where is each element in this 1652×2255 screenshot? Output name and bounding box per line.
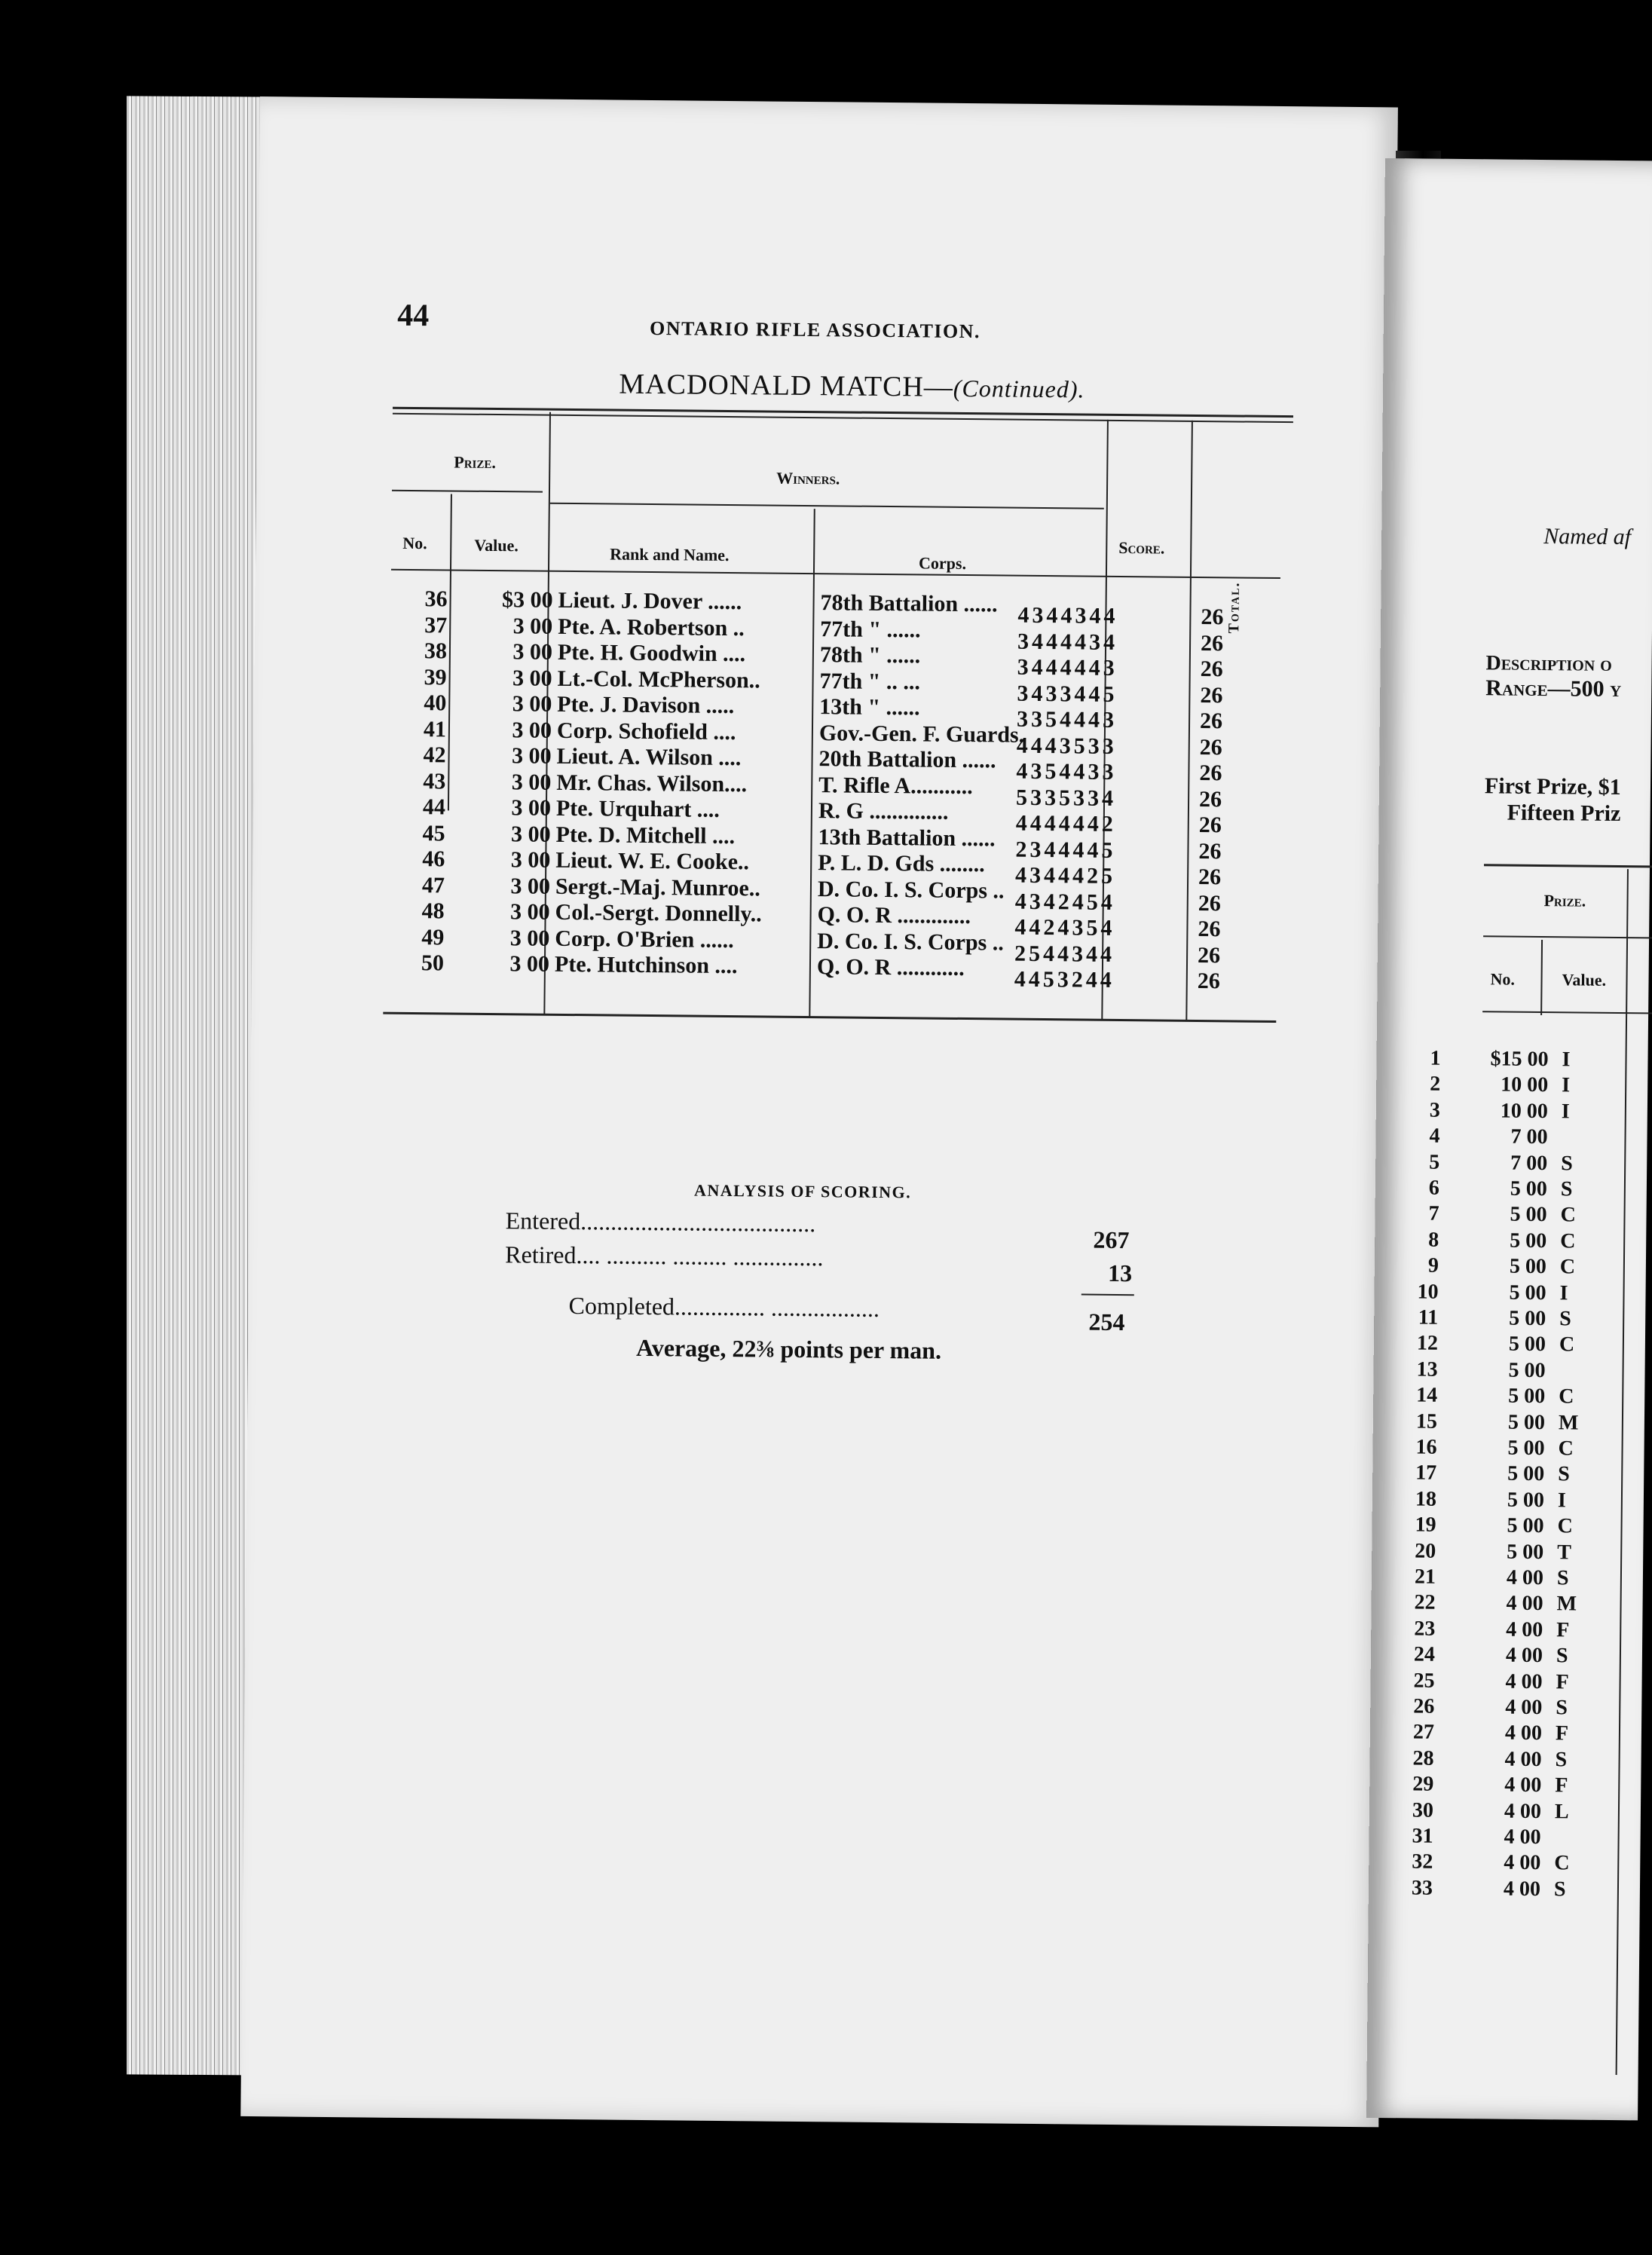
total-cell: 26 xyxy=(1197,942,1221,968)
prize-number: 40 xyxy=(424,690,447,716)
right-prize-number: 21 xyxy=(1414,1565,1436,1589)
right-name-fragment: M xyxy=(1558,1410,1579,1435)
right-name-fragment: I xyxy=(1559,1280,1568,1305)
right-prize-number: 5 xyxy=(1429,1150,1440,1174)
no-header: No. xyxy=(402,533,427,553)
score-cell: 4354433 xyxy=(1016,758,1117,785)
score-cell: 4342454 xyxy=(1014,889,1115,915)
prize-number: 47 xyxy=(421,872,445,898)
total-cell: 26 xyxy=(1198,812,1222,838)
right-prize-value: 4 00 xyxy=(1506,1592,1543,1616)
right-prize-number: 12 xyxy=(1416,1331,1439,1356)
right-col-rule-value xyxy=(1616,869,1629,2075)
prize-number: 37 xyxy=(424,612,448,638)
right-name-fragment: I xyxy=(1561,1100,1570,1124)
corps-header: Corps. xyxy=(918,553,967,574)
winner-corps: 13th " ...... xyxy=(819,694,920,721)
score-cell: 3444443 xyxy=(1017,654,1118,681)
right-name-fragment: S xyxy=(1556,1566,1569,1590)
retired-label: Retired.... .......... ......... ............... xyxy=(505,1241,824,1271)
prize-number: 48 xyxy=(421,898,445,924)
right-prize-value: 7 00 xyxy=(1510,1124,1548,1149)
prize-sub-rule xyxy=(392,490,543,493)
right-prize-value: 10 00 xyxy=(1501,1072,1549,1097)
right-prize-value: 5 00 xyxy=(1507,1410,1546,1434)
fifteen-prizes-text: Fifteen Priz xyxy=(1507,800,1621,827)
right-prize-value: 5 00 xyxy=(1510,1228,1547,1253)
right-name-fragment: S xyxy=(1560,1177,1573,1201)
right-prize-number: 22 xyxy=(1414,1590,1436,1615)
winner-corps: D. Co. I. S. Corps .. xyxy=(817,876,1005,904)
right-col-rule-no xyxy=(1540,940,1543,1015)
right-name-fragment: C xyxy=(1560,1229,1576,1253)
total-cell: 26 xyxy=(1199,760,1222,786)
named-after-text: Named af xyxy=(1543,524,1632,550)
right-prize-number: 26 xyxy=(1413,1694,1435,1718)
right-prize-header: Prize. xyxy=(1543,891,1586,910)
prize-value: 3 00 xyxy=(512,691,552,717)
right-prize-number: 6 xyxy=(1428,1176,1440,1200)
rank-name-header: Rank and Name. xyxy=(610,544,730,565)
right-prize-number: 24 xyxy=(1413,1642,1436,1666)
score-cell: 4424354 xyxy=(1014,914,1115,941)
right-prize-value: 5 00 xyxy=(1507,1488,1545,1512)
prize-number: 43 xyxy=(423,768,446,794)
running-head: ONTARIO RIFLE ASSOCIATION. xyxy=(649,317,981,343)
winner-corps: 20th Battalion ...... xyxy=(818,746,996,773)
right-prize-value: 4 00 xyxy=(1504,1799,1542,1823)
right-prize-number: 16 xyxy=(1415,1435,1437,1459)
winner-name: Pte. A. Robertson .. xyxy=(558,613,745,641)
right-prize-number: 7 xyxy=(1428,1202,1439,1226)
right-prize-number: 30 xyxy=(1412,1798,1434,1822)
right-prize-value: 5 00 xyxy=(1507,1462,1545,1486)
right-prize-value: 4 00 xyxy=(1504,1721,1543,1746)
score-cell: 5335334 xyxy=(1015,785,1117,811)
right-prize-value: 4 00 xyxy=(1506,1617,1543,1642)
right-prize-value: 4 00 xyxy=(1504,1747,1542,1771)
prize-value: 3 00 xyxy=(512,639,553,665)
right-prize-value: $15 00 xyxy=(1490,1047,1549,1072)
right-prize-number: 8 xyxy=(1428,1228,1439,1252)
col-rule-name xyxy=(809,509,815,1017)
right-prize-value: 5 00 xyxy=(1510,1203,1547,1227)
prize-header: Prize. xyxy=(454,452,497,473)
right-name-fragment: C xyxy=(1559,1255,1576,1279)
col-rule-no xyxy=(448,494,452,810)
right-prize-number: 14 xyxy=(1416,1383,1438,1407)
col-rule-score xyxy=(1185,421,1193,1021)
score-cell: 4444442 xyxy=(1015,810,1116,837)
right-prize-number: 32 xyxy=(1412,1850,1433,1874)
right-prize-number: 33 xyxy=(1411,1876,1433,1900)
prize-value: 3 00 xyxy=(509,951,550,977)
total-cell: 26 xyxy=(1200,630,1224,656)
right-name-fragment: S xyxy=(1556,1696,1568,1720)
right-name-fragment: S xyxy=(1553,1877,1566,1902)
prize-number: 39 xyxy=(424,664,447,690)
prize-number: 45 xyxy=(422,820,445,846)
winner-name: Lieut. W. E. Cooke.. xyxy=(555,847,750,875)
winner-corps: R. G .............. xyxy=(818,798,949,825)
winner-name: Mr. Chas. Wilson.... xyxy=(556,770,748,797)
right-name-fragment: C xyxy=(1554,1851,1570,1875)
table-top-rule xyxy=(393,407,1293,418)
prize-value: 3 00 xyxy=(510,821,551,847)
winner-corps: 78th Battalion ...... xyxy=(820,590,998,617)
right-prize-value: 4 00 xyxy=(1504,1851,1541,1875)
score-cell: 4453244 xyxy=(1014,966,1115,993)
prize-number: 44 xyxy=(422,794,446,820)
match-title xyxy=(619,368,1085,405)
right-prize-value: 5 00 xyxy=(1507,1513,1544,1538)
right-prize-value: 5 00 xyxy=(1508,1358,1546,1382)
right-name-fragment: I xyxy=(1557,1489,1566,1513)
right-prize-value: 5 00 xyxy=(1509,1254,1547,1279)
average-text: Average, 22⅜ points per man. xyxy=(635,1333,942,1364)
range-text: Range—500 y xyxy=(1485,675,1622,702)
right-name-fragment: S xyxy=(1558,1462,1570,1486)
right-prize-value: 5 00 xyxy=(1510,1176,1548,1201)
winner-corps: 77th " ...... xyxy=(820,616,921,642)
right-prize-number: 28 xyxy=(1412,1746,1434,1770)
total-cell: 26 xyxy=(1200,656,1223,682)
right-name-fragment: C xyxy=(1560,1203,1576,1227)
right-prize-number: 11 xyxy=(1418,1305,1439,1329)
winner-corps: Q. O. R ............. xyxy=(817,902,971,929)
right-name-fragment: L xyxy=(1554,1799,1569,1824)
score-cell: 2344445 xyxy=(1015,837,1116,863)
winner-name: Pte. Urquhart .... xyxy=(555,795,720,822)
winner-name: Corp. Schofield .... xyxy=(556,718,736,745)
winners-header: Winners. xyxy=(776,468,840,488)
winner-corps: T. Rifle A........... xyxy=(818,772,973,799)
winner-corps: 77th " .. ... xyxy=(819,668,921,694)
total-cell: 26 xyxy=(1200,682,1223,708)
right-prize-number: 25 xyxy=(1413,1669,1435,1693)
right-prize-number: 9 xyxy=(1427,1253,1439,1277)
winners-sub-rule xyxy=(550,503,1104,509)
right-name-fragment: I xyxy=(1562,1073,1571,1097)
winner-name: Pte. H. Goodwin .... xyxy=(557,639,746,667)
right-prize-value: 5 00 xyxy=(1509,1280,1546,1305)
right-value-header: Value. xyxy=(1562,970,1607,990)
left-page xyxy=(240,96,1398,2127)
prize-value: $3 00 xyxy=(501,587,553,613)
total-cell: 26 xyxy=(1198,838,1222,864)
right-table-top-rule xyxy=(1484,864,1652,867)
right-prize-value: 4 00 xyxy=(1505,1695,1543,1720)
completed-label: Completed............... .................. xyxy=(568,1292,880,1322)
winner-corps: P. L. D. Gds ........ xyxy=(818,850,985,877)
prize-value: 3 00 xyxy=(509,899,550,925)
right-prize-number: 23 xyxy=(1414,1617,1436,1641)
right-no-header: No. xyxy=(1490,969,1516,989)
right-name-fragment: F xyxy=(1555,1721,1569,1746)
entered-label: Entered....................................... xyxy=(505,1207,816,1238)
right-name-fragment: S xyxy=(1561,1151,1573,1176)
prize-value: 3 00 xyxy=(511,795,552,821)
score-cell: 4344425 xyxy=(1014,862,1116,889)
right-prize-number: 18 xyxy=(1415,1487,1437,1511)
winner-corps: 78th " ...... xyxy=(819,642,921,669)
total-cell: 26 xyxy=(1201,604,1224,630)
winner-corps: D. Co. I. S. Corps .. xyxy=(817,928,1004,956)
total-cell: 26 xyxy=(1198,890,1221,916)
right-name-fragment: S xyxy=(1556,1644,1568,1668)
prize-value: 3 00 xyxy=(511,769,552,795)
prize-value: 3 00 xyxy=(510,873,551,899)
right-name-fragment: C xyxy=(1559,1385,1574,1409)
right-name-fragment: S xyxy=(1555,1748,1568,1772)
completed-value: 254 xyxy=(1088,1308,1125,1336)
prize-number: 46 xyxy=(422,846,445,872)
right-name-fragment: S xyxy=(1559,1307,1571,1331)
score-cell: 3444434 xyxy=(1017,629,1118,655)
score-cell: 2544344 xyxy=(1014,941,1115,967)
right-prize-value: 5 00 xyxy=(1507,1540,1544,1564)
winner-name: Pte. D. Mitchell .... xyxy=(555,822,736,849)
value-header: Value. xyxy=(474,535,519,555)
winner-corps: Q. O. R ............ xyxy=(816,954,965,981)
right-prize-value: 4 00 xyxy=(1506,1565,1544,1590)
analysis-heading: ANALYSIS OF SCORING. xyxy=(693,1180,912,1202)
right-name-fragment: I xyxy=(1562,1048,1571,1072)
winner-name: Lieut. J. Dover ...... xyxy=(558,587,742,615)
right-prize-number: 10 xyxy=(1417,1280,1439,1304)
right-prize-number: 17 xyxy=(1415,1461,1437,1485)
prize-number: 50 xyxy=(421,950,445,976)
right-prize-number: 20 xyxy=(1415,1539,1436,1563)
right-prize-number: 1 xyxy=(1430,1046,1441,1070)
winner-name: Col.-Sergt. Donnelly.. xyxy=(555,899,762,927)
right-prize-value: 4 00 xyxy=(1504,1773,1542,1798)
winner-name: Lt.-Col. McPherson.. xyxy=(557,665,760,693)
page-number: 44 xyxy=(396,298,430,334)
right-prize-value: 4 00 xyxy=(1504,1825,1541,1850)
winner-name: Sergt.-Maj. Munroe.. xyxy=(555,874,760,901)
right-prize-number: 13 xyxy=(1416,1357,1438,1381)
table-bottom-rule xyxy=(383,1012,1276,1023)
total-cell: 26 xyxy=(1198,916,1221,942)
entered-value: 267 xyxy=(1093,1225,1130,1254)
total-cell: 26 xyxy=(1199,708,1223,734)
right-prize-number: 2 xyxy=(1430,1072,1441,1097)
right-page xyxy=(1366,158,1652,2120)
winner-name: Lieut. A. Wilson .... xyxy=(556,743,742,771)
prize-number: 36 xyxy=(424,586,448,612)
prize-number: 42 xyxy=(423,742,446,768)
right-prize-value: 7 00 xyxy=(1510,1151,1548,1175)
total-header: Total. xyxy=(1225,581,1243,634)
total-cell: 26 xyxy=(1198,786,1222,812)
winner-corps: 13th Battalion ...... xyxy=(818,824,996,851)
winner-name: Corp. O'Brien ...... xyxy=(555,926,734,953)
right-name-fragment: T xyxy=(1557,1540,1572,1565)
right-prize-value: 4 00 xyxy=(1505,1643,1543,1668)
score-cell: 4443533 xyxy=(1016,733,1117,759)
sum-rule xyxy=(1081,1294,1134,1296)
retired-value: 13 xyxy=(1107,1259,1133,1287)
right-prize-value: 5 00 xyxy=(1508,1332,1546,1357)
winner-name: Pte. J. Davison ..... xyxy=(557,691,735,719)
right-prize-value: 5 00 xyxy=(1507,1436,1545,1461)
right-prize-number: 3 xyxy=(1429,1098,1441,1122)
right-prize-value: 4 00 xyxy=(1503,1877,1541,1901)
prize-value: 3 00 xyxy=(509,925,550,951)
right-prize-number: 4 xyxy=(1429,1124,1440,1148)
winner-name: Pte. Hutchinson .... xyxy=(554,951,738,979)
right-name-fragment: F xyxy=(1556,1669,1569,1694)
right-name-fragment: F xyxy=(1555,1773,1568,1798)
match-title-main: MACDONALD MATCH— xyxy=(619,368,954,403)
right-name-fragment: C xyxy=(1557,1514,1573,1538)
right-prize-number: 29 xyxy=(1412,1772,1434,1796)
prize-value: 3 00 xyxy=(510,847,551,873)
right-name-fragment: M xyxy=(1556,1592,1577,1616)
prize-value: 3 00 xyxy=(511,743,552,769)
right-prize-value: 5 00 xyxy=(1508,1384,1546,1409)
score-cell: 3354443 xyxy=(1016,706,1118,733)
right-prize-number: 31 xyxy=(1412,1824,1433,1848)
first-prize-text: First Prize, $1 xyxy=(1484,773,1621,800)
right-prize-value: 4 00 xyxy=(1505,1669,1543,1694)
prize-number: 38 xyxy=(424,638,448,664)
prize-number: 49 xyxy=(421,924,445,950)
header-bottom-rule xyxy=(391,569,1280,579)
right-prize-number: 19 xyxy=(1415,1513,1436,1537)
description-text: Description o xyxy=(1485,651,1612,676)
total-cell: 26 xyxy=(1199,734,1222,760)
match-title-suffix: (Continued). xyxy=(953,374,1085,403)
prize-value: 3 00 xyxy=(512,665,552,691)
prize-value: 3 00 xyxy=(512,717,552,743)
total-cell: 26 xyxy=(1197,968,1220,994)
prize-value: 3 00 xyxy=(512,613,553,639)
score-cell: 4344344 xyxy=(1017,602,1118,629)
right-prize-number: 27 xyxy=(1412,1720,1435,1745)
prize-number: 41 xyxy=(423,716,447,742)
right-prize-value: 5 00 xyxy=(1509,1306,1546,1331)
right-name-fragment: C xyxy=(1559,1332,1575,1357)
total-cell: 26 xyxy=(1198,864,1222,890)
right-prize-number: 15 xyxy=(1415,1409,1438,1433)
right-name-fragment: C xyxy=(1558,1437,1574,1461)
right-name-fragment: F xyxy=(1556,1618,1570,1642)
score-header: Score. xyxy=(1118,537,1165,558)
winner-corps: Gov.-Gen. F. Guards. xyxy=(818,720,1025,748)
right-prize-value: 10 00 xyxy=(1500,1099,1549,1123)
score-cell: 3433445 xyxy=(1017,681,1118,707)
